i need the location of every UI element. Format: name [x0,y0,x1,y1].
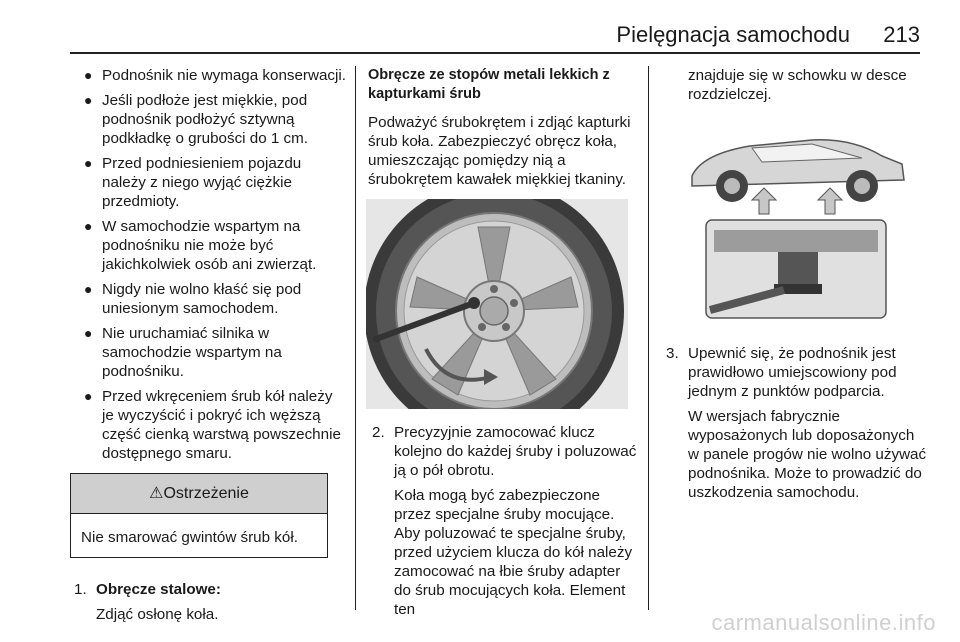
warning-header [71,474,327,514]
alloy-wheel-icon [366,199,628,409]
column-divider-right [648,66,649,610]
middle-column [368,66,638,625]
list-item: ● Jeśli podłoże jest miękkie, pod podnośnik podłożyć sztywną podkładkę o grubości do 1 cm. [84,92,308,147]
step-2 [368,423,638,619]
car-jack-icon [662,114,924,324]
right-column [662,66,928,508]
header-divider [70,52,920,54]
page-number: 213 [883,22,920,47]
step-number: 3. [666,345,679,362]
bullet-icon: ● [84,388,93,404]
section-intro: Podważyć śrubokrętem i zdjąć kapturki śrub koła. Zabezpieczyć obręcz koła, umieszczając pomiędzy nią a śrubokrętem kawałek miękkiej tkaniny. [368,114,631,188]
step-note: W wersjach fabrycznie wyposażonych lub doposażonych w panele progów nie wolno używać podnośnika. Może to prowadzić do uszkodzenia samochodu. [688,408,927,501]
warning-icon: ⚠ [149,485,164,502]
step-3 [662,344,928,502]
jack-illustration [662,114,924,324]
list-item: ● Przed wkręceniem śrub kół należy je wyczyścić i pokryć ich węższą część cienką warstwą powszechnie dostępnego smaru. [84,388,341,462]
precautions-list [70,66,346,463]
continuation-text: znajduje się w schowku w desce rozdzielczej. [688,67,907,103]
step-text: Zdjąć osłonę koła. [96,606,219,623]
step-note: Koła mogą być zabezpieczone przez specjalne śruby mocujące. Aby poluzować te specjalne śruby, przed użyciem klucza do kół należy zamocować na łbie śruby adapter do śrub mocujących koła. Element ten [394,487,633,618]
bullet-icon: ● [84,67,93,83]
list-item: ● Nie uruchamiać silnika w samochodzie wspartym na podnośniku. [84,325,282,380]
wheel-illustration [366,199,628,409]
bullet-icon: ● [84,218,93,234]
bullet-icon: ● [84,155,93,171]
bullet-icon: ● [84,281,93,297]
step-number: 1. [74,581,87,598]
list-item: ● Nigdy nie wolno kłaść się pod uniesionym samochodem. [84,281,302,317]
bullet-icon: ● [84,325,93,341]
page-title: Pielęgnacja samochodu [616,22,850,47]
step-number: 2. [372,424,385,441]
list-item: ● Podnośnik nie wymaga konserwacji. [84,67,346,84]
warning-title: Ostrzeżenie [163,485,249,502]
step-title: Obręcze stalowe: [96,581,221,598]
watermark-text: carmanualsonline.info [711,610,936,635]
section-subheading: Obręcze ze stopów metali lekkich z kapturkami śrub [368,67,610,102]
step-text: Upewnić się, że podnośnik jest prawidłowo umiejscowiony pod jednym z punktów podparcia. [688,345,897,400]
step-1 [70,580,346,624]
warning-text: Nie smarować gwintów śrub kół. [81,529,298,546]
warning-box [70,473,328,558]
list-item: ● Przed podniesieniem pojazdu należy z niego wyjąć ciężkie przedmioty. [84,155,302,210]
column-divider-left [355,66,356,610]
step-text: Precyzyjnie zamocować klucz kolejno do każdej śruby i poluzować ją o pół obrotu. [394,424,637,479]
bullet-icon: ● [84,92,93,108]
list-item: ● W samochodzie wspartym na podnośniku nie może być jakichkolwiek osób ani zwierząt. [84,218,317,273]
left-column [70,66,346,630]
